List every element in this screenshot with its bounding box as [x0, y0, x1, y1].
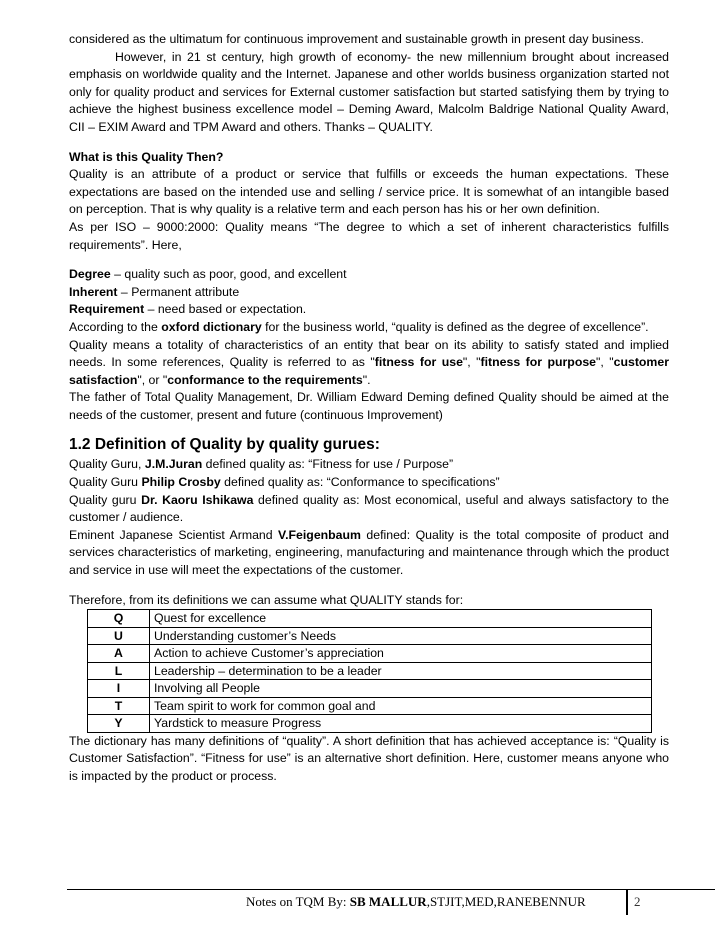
term-requirement: Requirement – need based or expectation. — [69, 302, 307, 317]
paragraph: The father of Total Quality Management, Dr. William Edward Deming defined Quality should be aimed at the needs of the customer, present and future (continuous Improvement) — [69, 390, 669, 422]
paragraph: Quality is an attribute of a product or service that fulfills or exceeds the human expectations. These expectations are based on the intended use and selling / service price. It is somewhat of an intangible based on perception. That is why quality is a relative term and each person has his or her own definition. — [69, 167, 669, 217]
footer-rule — [67, 889, 715, 890]
guru-ishikawa: Quality guru Dr. Kaoru Ishikawa defined quality as: Most economical, useful and always satisfactory to the customer / audience. — [69, 492, 670, 525]
paragraph: considered as the ultimatum for continuous improvement and sustainable growth in present day business. — [69, 32, 644, 46]
table-row: A Action to achieve Customer’s appreciation — [88, 645, 652, 663]
term-inherent: Inherent – Permanent attribute — [69, 284, 240, 299]
table-row: U Understanding customer’s Needs — [88, 627, 652, 645]
paragraph-totality: Quality means a totality of characteristics of an entity that bear on its ability to satisfy stated and implied needs. In some references, Quality is referred to as "fitness for use", "fitness for purpose", "customer satisfaction", or "conformance to the requirements". — [69, 337, 669, 387]
table-row: Y Yardstick to measure Progress — [88, 715, 652, 733]
guru-crosby: Quality Guru Philip Crosby defined quality as: “Conformance to specifications” — [69, 475, 500, 490]
quality-acronym-table — [87, 609, 652, 733]
term-degree: Degree – quality such as poor, good, and excellent — [69, 267, 347, 282]
subheading: What is this Quality Then? — [69, 149, 224, 164]
table-row: L Leadership – determination to be a leader — [88, 662, 652, 680]
page-number: 2 — [626, 889, 708, 915]
table-row: T Team spirit to work for common goal and — [88, 697, 652, 715]
paragraph-oxford: According to the oxford dictionary for the business world, “quality is defined as the degree of excellence”. — [69, 319, 649, 334]
paragraph: As per ISO – 9000:2000: Quality means “The degree to which a set of inherent characteristics fulfills requirements”. Here, — [69, 219, 669, 252]
guru-juran: Quality Guru, J.M.Juran defined quality as: “Fitness for use / Purpose” — [69, 457, 454, 472]
paragraph: Therefore, from its definitions we can assume what QUALITY stands for: — [69, 592, 464, 607]
table-row: Q Quest for excellence — [88, 610, 652, 628]
guru-feigenbaum: Eminent Japanese Scientist Armand V.Feigenbaum defined: Quality is the total composite of product and services characteristics of marketing, engineering, manufacturing and maintenance through which the product and service in use will meet the expectations of the customer. — [69, 527, 669, 578]
page-body — [69, 31, 669, 786]
section-heading: 1.2 Definition of Quality by quality gurues: — [69, 436, 380, 454]
paragraph: However, in 21 st century, high growth of economy- the new millennium brought about increased emphasis on worldwide quality and the Internet. Japanese and other worlds business organization started not only for quality product and services for External customer satisfaction but started satisfying them by trying to achieve the highest business excellence model – Deming Award, Malcolm Baldrige National Quality Award, CII – EXIM Award and TPM Award and others. Thanks – QUALITY. — [69, 49, 669, 134]
table-row: I Involving all People — [88, 680, 652, 698]
paragraph: The dictionary has many definitions of “quality”. A short definition that has achieved acceptance is: “Quality is Customer Satisfaction”. “Fitness for use” is an alternative short definition. Here, customer means anyone who is impacted by the product or process. — [69, 733, 669, 783]
page-footer: Notes on TQM By: SB MALLUR,STJIT,MED,RANEBENNUR — [246, 894, 586, 909]
